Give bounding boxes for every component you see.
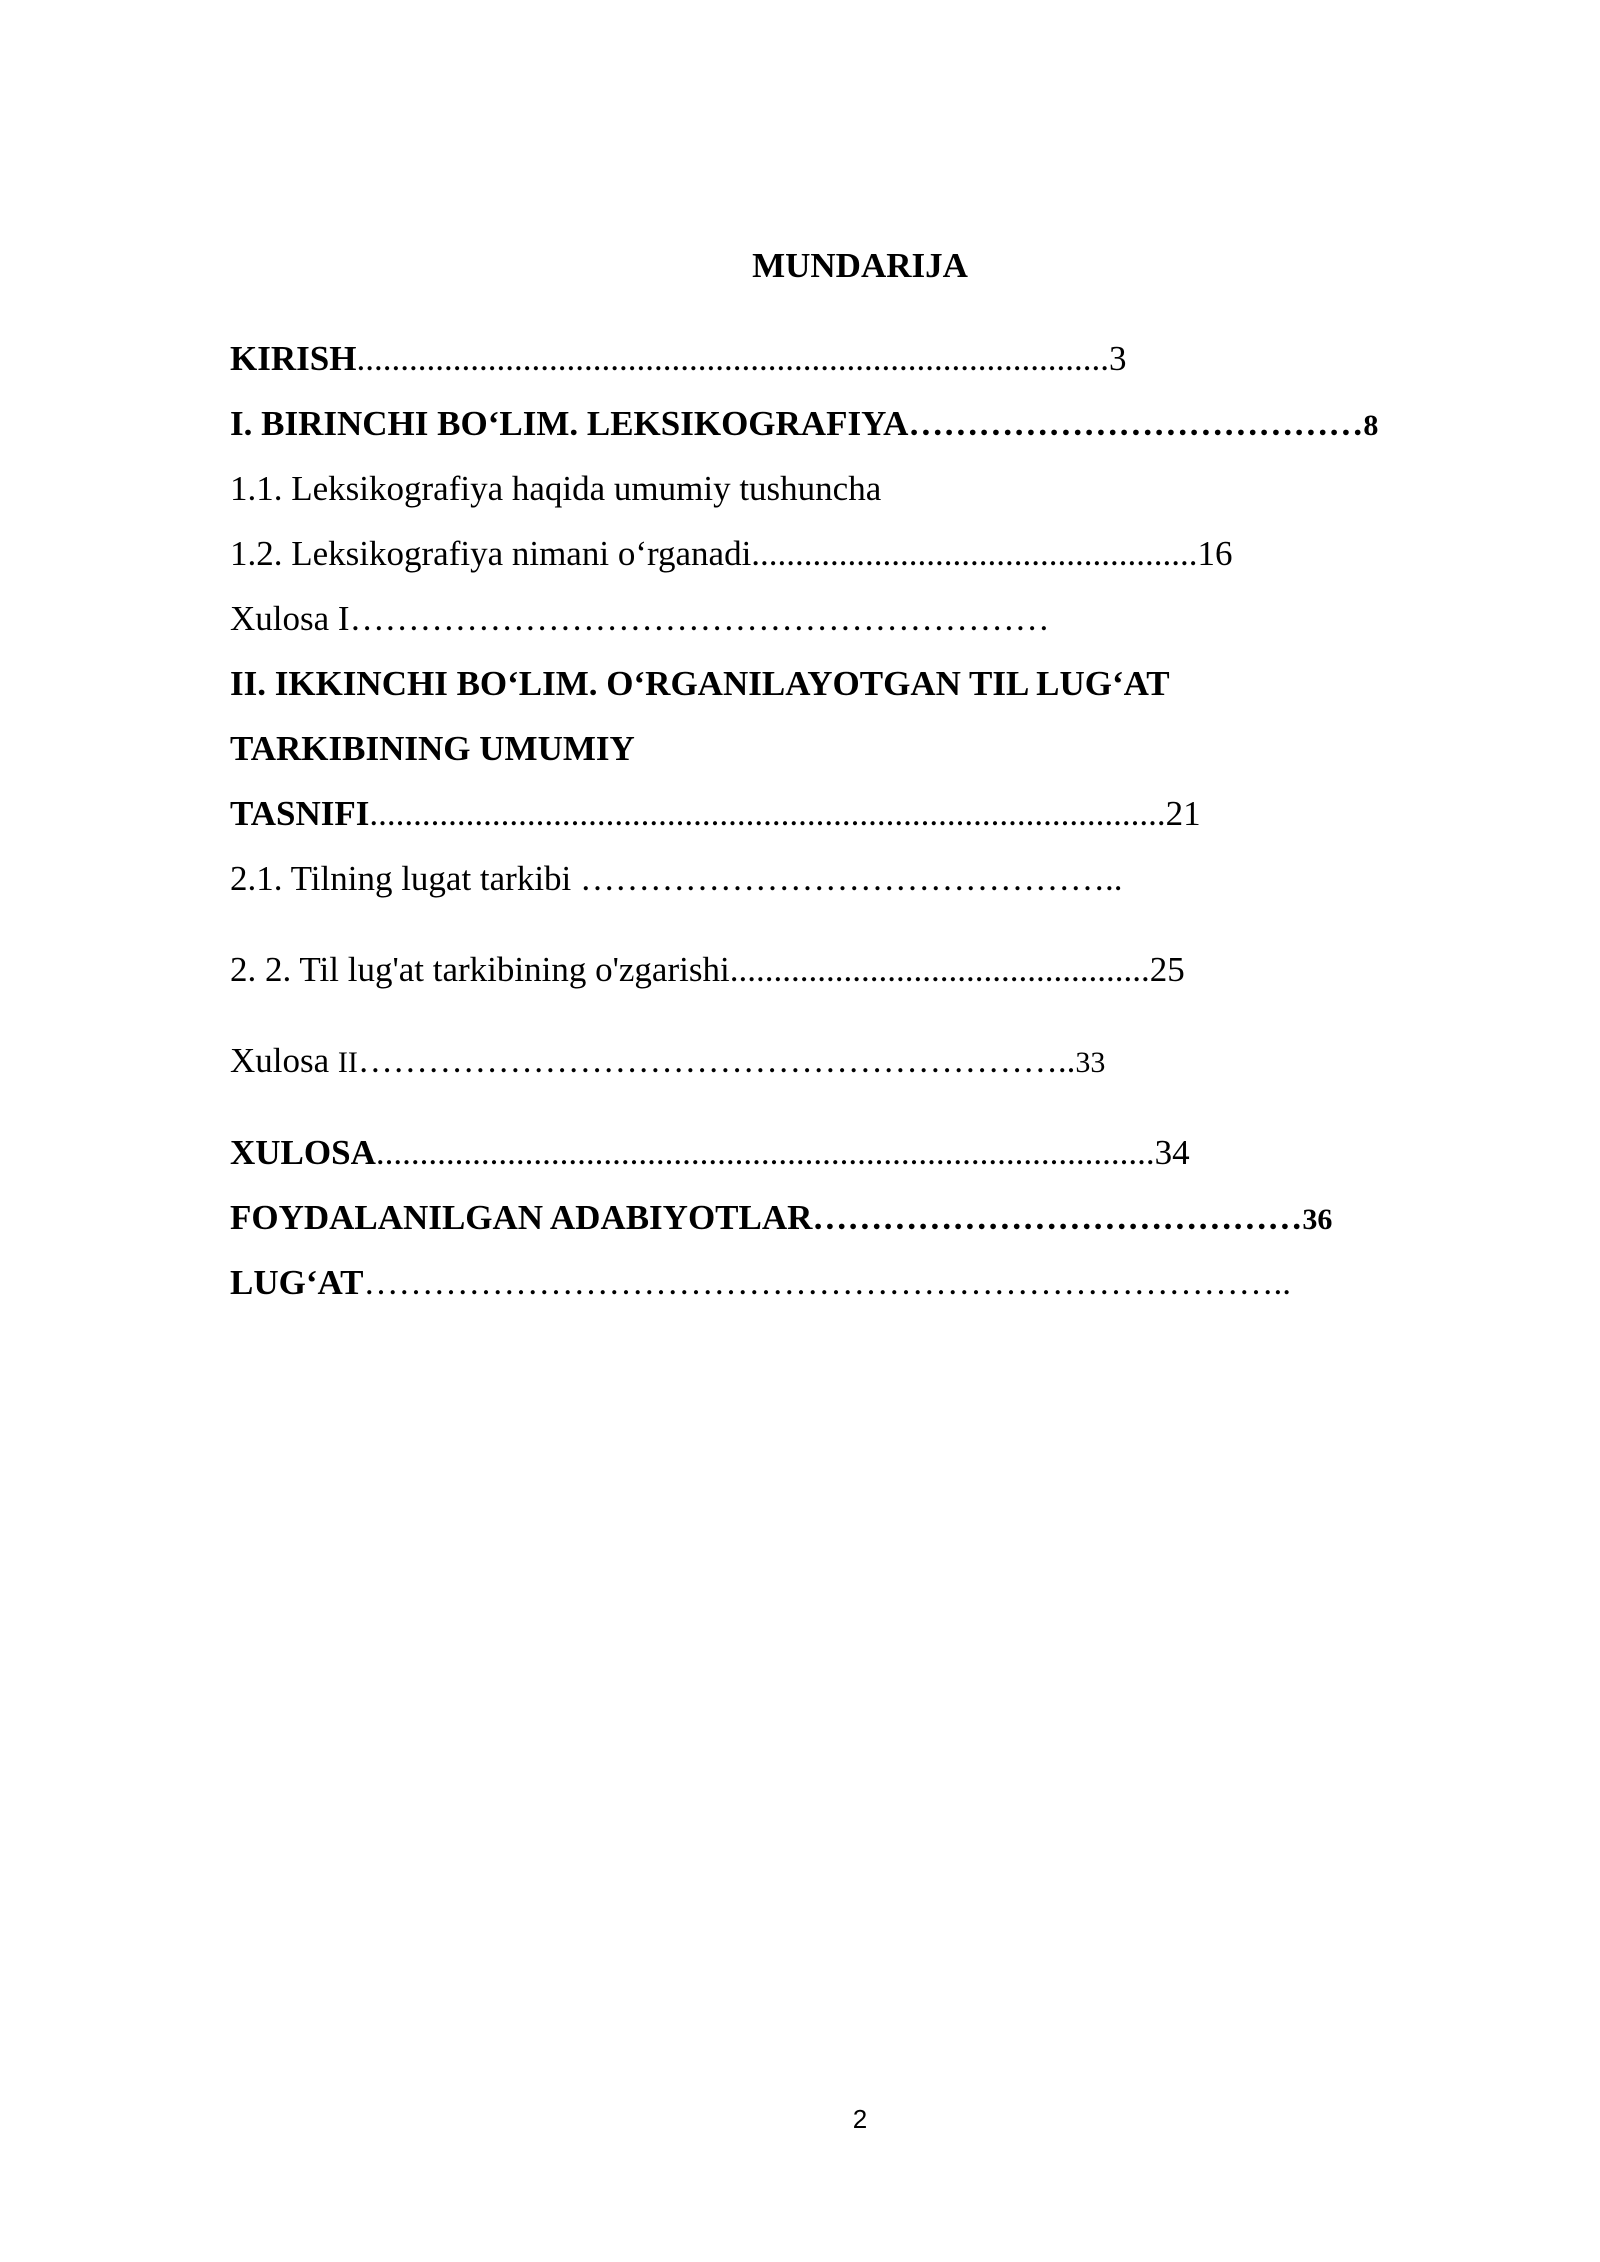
toc-page: 25 — [1149, 950, 1185, 989]
toc-label: Xulosa I — [230, 599, 350, 638]
toc-label: Xulosa — [230, 1041, 338, 1080]
toc-entry-part1 — [230, 401, 1378, 449]
toc-entry-1-1 — [230, 466, 881, 512]
toc-leader: …………………………………………………….. — [357, 1041, 1076, 1080]
toc-page: 3 — [1108, 339, 1127, 378]
toc-leader: …………………………………… — [812, 1198, 1303, 1237]
toc-label: II. IKKINCHI BO‘LIM. O‘RGANILAYOTGAN TIL LUG‘AT — [230, 664, 1170, 703]
toc-entry-adabiyotlar — [230, 1195, 1332, 1243]
toc-leader: ................................................ — [729, 950, 1150, 989]
page-number: 2 — [852, 2104, 868, 2134]
toc-entry-2-1 — [230, 856, 1123, 902]
toc-entry-kirish — [230, 336, 1126, 382]
toc-page: 21 — [1165, 794, 1201, 833]
toc-entry-2-2 — [230, 947, 1185, 993]
toc-leader: ...................................................................................... — [356, 339, 1109, 378]
toc-leader: ................................................... — [751, 534, 1198, 573]
toc-leader: ……………………………………….. — [580, 859, 1123, 898]
toc-label: LUG‘AT — [230, 1263, 364, 1302]
toc-page: 33 — [1075, 1046, 1106, 1079]
toc-label: 1.1. Leksikografiya haqida umumiy tushuncha — [230, 469, 882, 508]
toc-label: TASNIFI — [230, 794, 370, 833]
toc-label: FOYDALANILGAN ADABIYOTLAR — [230, 1198, 813, 1237]
toc-entry-xulosa — [230, 1130, 1190, 1176]
toc-label-roman: II — [337, 1046, 358, 1079]
toc-entry-lugat — [230, 1260, 1291, 1306]
toc-entry-part2-line1 — [230, 661, 1170, 707]
toc-leader: ………………………………… — [908, 404, 1364, 443]
toc-label: XULOSA — [230, 1133, 376, 1172]
toc-entry-part2-line3 — [230, 791, 1201, 837]
toc-page: 16 — [1197, 534, 1233, 573]
toc-label: KIRISH — [230, 339, 357, 378]
toc-entry-1-2 — [230, 531, 1233, 577]
toc-page: 36 — [1302, 1203, 1333, 1236]
toc-label: TARKIBINING UMUMIY — [230, 729, 635, 768]
toc-entry-xulosa-1 — [230, 596, 1050, 642]
toc-entry-xulosa-2 — [230, 1038, 1105, 1086]
toc-label: 1.2. Leksikografiya nimani o‘rganadi — [230, 534, 752, 573]
toc-leader: ........................................................................................... — [369, 794, 1166, 833]
toc-page: 8 — [1363, 409, 1379, 442]
toc-entry-part2-line2 — [230, 726, 635, 772]
page-title: MUNDARIJA — [752, 246, 968, 285]
toc-label: 2.1. Tilning lugat tarkibi — [230, 859, 581, 898]
toc-leader: …………………………………………………… — [349, 599, 1050, 638]
toc-leader: …………………………………………………………………….. — [363, 1263, 1292, 1302]
toc-label: I. BIRINCHI BO‘LIM. LEKSIKOGRAFIYA — [230, 404, 909, 443]
toc-leader: ......................................................................................... — [375, 1133, 1155, 1172]
toc-label: 2. 2. Til lug'at tarkibining o'zgarishi — [230, 950, 730, 989]
toc-page: 34 — [1154, 1133, 1190, 1172]
